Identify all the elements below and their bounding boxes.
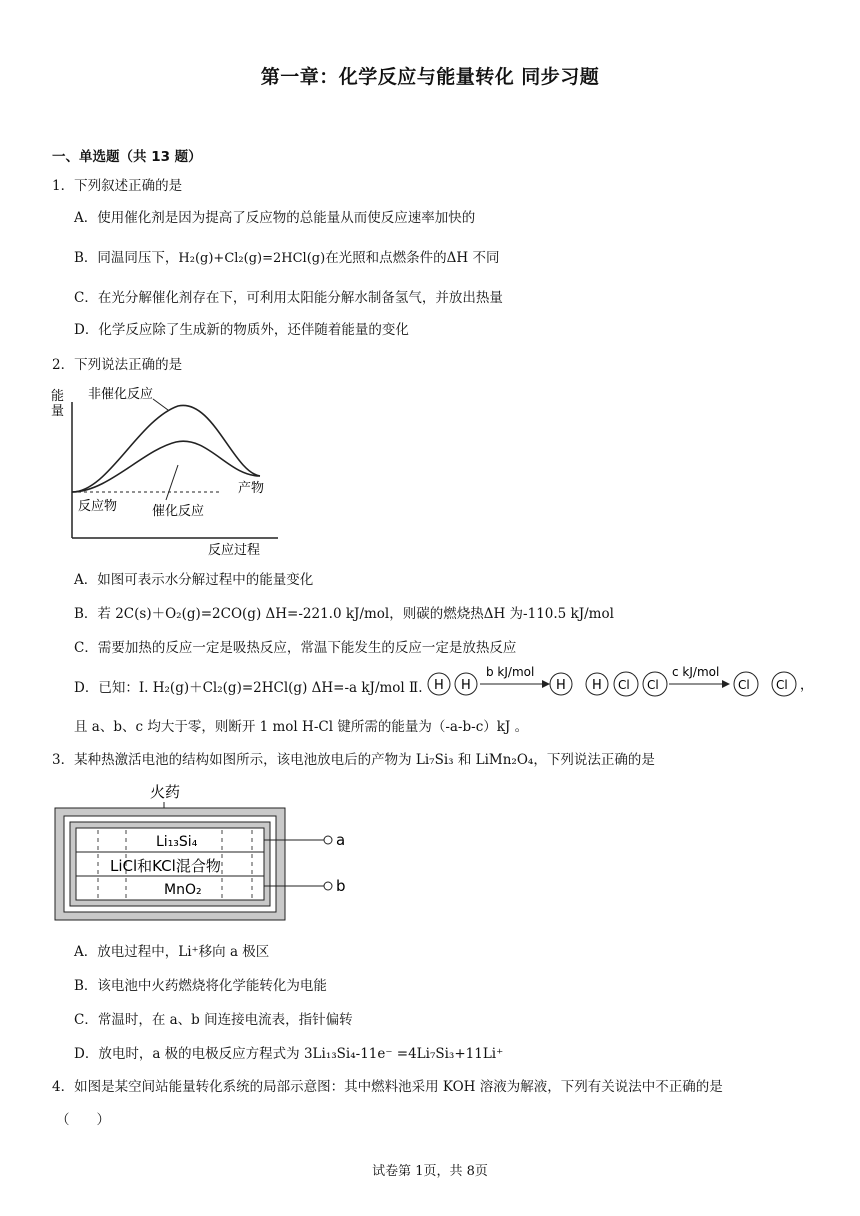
atom-cl-2-label: Cl xyxy=(647,678,659,692)
y-axis-label-2: 量 xyxy=(51,404,65,419)
arrow-c-head xyxy=(722,680,730,688)
q3-stem: 3．某种热激活电池的结构如图所示，该电池放电后的产物为 Li₇Si₃ 和 LiMn₂O₄，下列说法正确的是 xyxy=(52,752,655,768)
q4-stem: 4．如图是某空间站能量转化系统的局部示意图：其中燃料池采用 KOH 溶液为解液，下列有关说法中不正确的是 xyxy=(52,1079,723,1095)
arrow-b-label: b kJ/mol xyxy=(486,665,535,679)
terminal-a xyxy=(324,836,332,844)
terminal-a-label: a xyxy=(336,831,346,849)
terminal-b-label: b xyxy=(336,877,346,895)
product-label: 产物 xyxy=(238,481,265,496)
arrow-b-head xyxy=(542,680,550,688)
q2-option-d: D．已知：Ⅰ. H₂(g)＋Cl₂(g)=2HCl(g) ΔH=-a kJ/mol Ⅱ. xyxy=(74,680,423,696)
atom-h-1-label: H xyxy=(434,678,444,693)
atom-cl-3-label: Cl xyxy=(738,678,750,692)
layer-cathode-label: MnO₂ xyxy=(164,882,202,898)
q2-stem: 2．下列说法正确的是 xyxy=(52,357,183,373)
bond-energy-scheme xyxy=(424,662,814,702)
q3-option-d: D．放电时，a 极的电极反应方程式为 3Li₁₃Si₄-11e⁻ =4Li₇Si₃+11Li⁺ xyxy=(74,1046,504,1062)
atom-h-2-label: H xyxy=(461,678,471,693)
atom-h-4-label: H xyxy=(592,678,602,693)
q2-option-b: B．若 2C(s)＋O₂(g)=2CO(g) ΔH=-221.0 kJ/mol，则碳的燃烧热ΔH 为-110.5 kJ/mol xyxy=(74,606,614,622)
q1-option-d: D．化学反应除了生成新的物质外，还伴随着能量的变化 xyxy=(74,322,409,338)
atom-cl-1-label: Cl xyxy=(618,678,630,692)
y-axis-label-1: 能 xyxy=(51,389,65,404)
atom-h-3-label: H xyxy=(556,678,566,693)
reactant-label: 反应物 xyxy=(78,499,118,514)
layer-electrolyte-label: LiCl和KCl混合物 xyxy=(110,857,221,875)
q1-stem: 1．下列叙述正确的是 xyxy=(52,178,183,194)
scheme-comma: ， xyxy=(800,678,814,693)
q3-option-c: C．常温时，在 a、b 间连接电流表，指针偏转 xyxy=(74,1012,353,1028)
section-heading: 一、单选题（共 13 题） xyxy=(52,149,202,165)
q1-option-b-post: 在光照和点燃条件的ΔH 不同 xyxy=(325,250,500,266)
layer-anode-label: Li₁₃Si₄ xyxy=(156,834,198,850)
atom-cl-4-label: Cl xyxy=(776,678,788,692)
gunpowder-label: 火药 xyxy=(150,783,181,801)
q3-option-b: B．该电池中火药燃烧将化学能转化为电能 xyxy=(74,978,327,994)
q2-option-a: A．如图可表示水分解过程中的能量变化 xyxy=(74,572,314,588)
q3-option-a: A．放电过程中，Li⁺移向 a 极区 xyxy=(74,944,270,960)
q1-option-c: C．在光分解催化剂存在下，可利用太阳能分解水制备氢气，并放出热量 xyxy=(74,290,503,306)
q2-option-c: C．需要加热的反应一定是吸热反应，常温下能发生的反应一定是放热反应 xyxy=(74,640,517,656)
q4-answer-blank: （ ） xyxy=(56,1112,110,1128)
q1-option-b-equation: H₂(g)+Cl₂(g)=2HCl(g) xyxy=(178,251,326,266)
arrow-c-label: c kJ/mol xyxy=(672,665,720,679)
page-footer: 试卷第 1页，共 8页 xyxy=(372,1164,488,1179)
q1-option-b-pre: B．同温同压下， xyxy=(74,250,179,266)
x-axis-label: 反应过程 xyxy=(208,543,261,558)
cat-leader xyxy=(166,465,178,500)
catalyzed-curve xyxy=(72,441,260,492)
catalyzed-label: 催化反应 xyxy=(152,504,205,519)
q1-option-a: A．使用催化剂是因为提高了反应物的总能量从而使反应速率加快的 xyxy=(74,210,476,226)
uncatalyzed-label: 非催化反应 xyxy=(88,387,154,402)
q1-option-b xyxy=(74,246,500,266)
q2-option-d-continued: 且 a、b、c 均大于零，则断开 1 mol H-Cl 键所需的能量为（-a-b-c）kJ 。 xyxy=(74,719,529,735)
battery-diagram xyxy=(52,778,372,926)
terminal-b xyxy=(324,882,332,890)
page-title: 第一章：化学反应与能量转化 同步习题 xyxy=(260,66,600,88)
energy-diagram xyxy=(48,380,288,560)
uncat-leader xyxy=(153,399,168,410)
uncatalyzed-curve xyxy=(72,405,260,492)
